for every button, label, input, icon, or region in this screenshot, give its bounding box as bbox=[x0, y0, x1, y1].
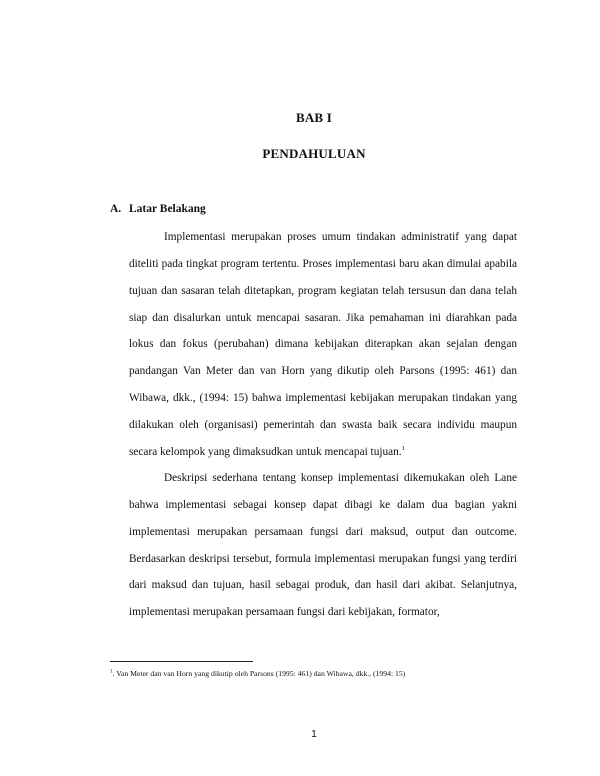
section-letter: A. bbox=[110, 203, 122, 215]
chapter-title: PENDAHULUAN bbox=[262, 146, 366, 161]
chapter-number: BAB I bbox=[295, 110, 333, 125]
footnote-marker: 1 bbox=[110, 669, 113, 675]
paragraph-2 bbox=[129, 465, 517, 626]
paragraph-2-text: Deskripsi sederhana tentang konsep implementasi dikemukakan oleh Lane bahwa implementasi sebagai konsep dapat dibagi ke dalam dua bagian yakni implementasi merupakan persamaan fungsi dari maksud, output dan outcome. Berdasarkan deskripsi tersebut, formula implementasi merupakan fungsi yang terdiri dari maksud dan tujuan, hasil sebagai produk, dan hasil dari akibat. Selanjutnya, implementasi merupakan persamaan fungsi dari kebijakan, formator, bbox=[129, 472, 517, 619]
paragraph-1-text: Implementasi merupakan proses umum tindakan administratif yang dapat diteliti pada tingkat program tertentu. Proses implementasi baru akan dimulai apabila tujuan dan sasaran telah ditetapkan, program kegiatan telah tersusun dan dana telah siap dan disalurkan untuk mencapai sasaran. Jika pemahaman ini diarahkan pada lokus dan fokus (perubahan) dimana kebijakan diterapkan akan sejalan dengan pandangan Van Meter dan van Horn yang dikutip oleh Parsons (1995: 461) dan Wibawa, dkk., (1994: 15) bahwa implementasi kebijakan merupakan tindakan yang dilakukan oleh (organisasi) pemerintah dan swasta baik secara individu maupun secara kelompok yang dimaksudkan untuk mencapai tujuan. bbox=[129, 231, 517, 458]
footnote bbox=[110, 669, 405, 678]
footnote-divider bbox=[110, 661, 253, 662]
footnote-reference: 1 bbox=[401, 444, 405, 452]
footnote-text: . Van Meter dan van Horn yang dikutip oleh Parsons (1995: 461) dan Wibawa, dkk., (1994: 15) bbox=[112, 669, 406, 678]
page-number: 1 bbox=[311, 729, 317, 740]
paragraph-1 bbox=[129, 224, 517, 466]
section-title: Latar Belakang bbox=[129, 203, 206, 215]
section-heading bbox=[110, 203, 206, 215]
